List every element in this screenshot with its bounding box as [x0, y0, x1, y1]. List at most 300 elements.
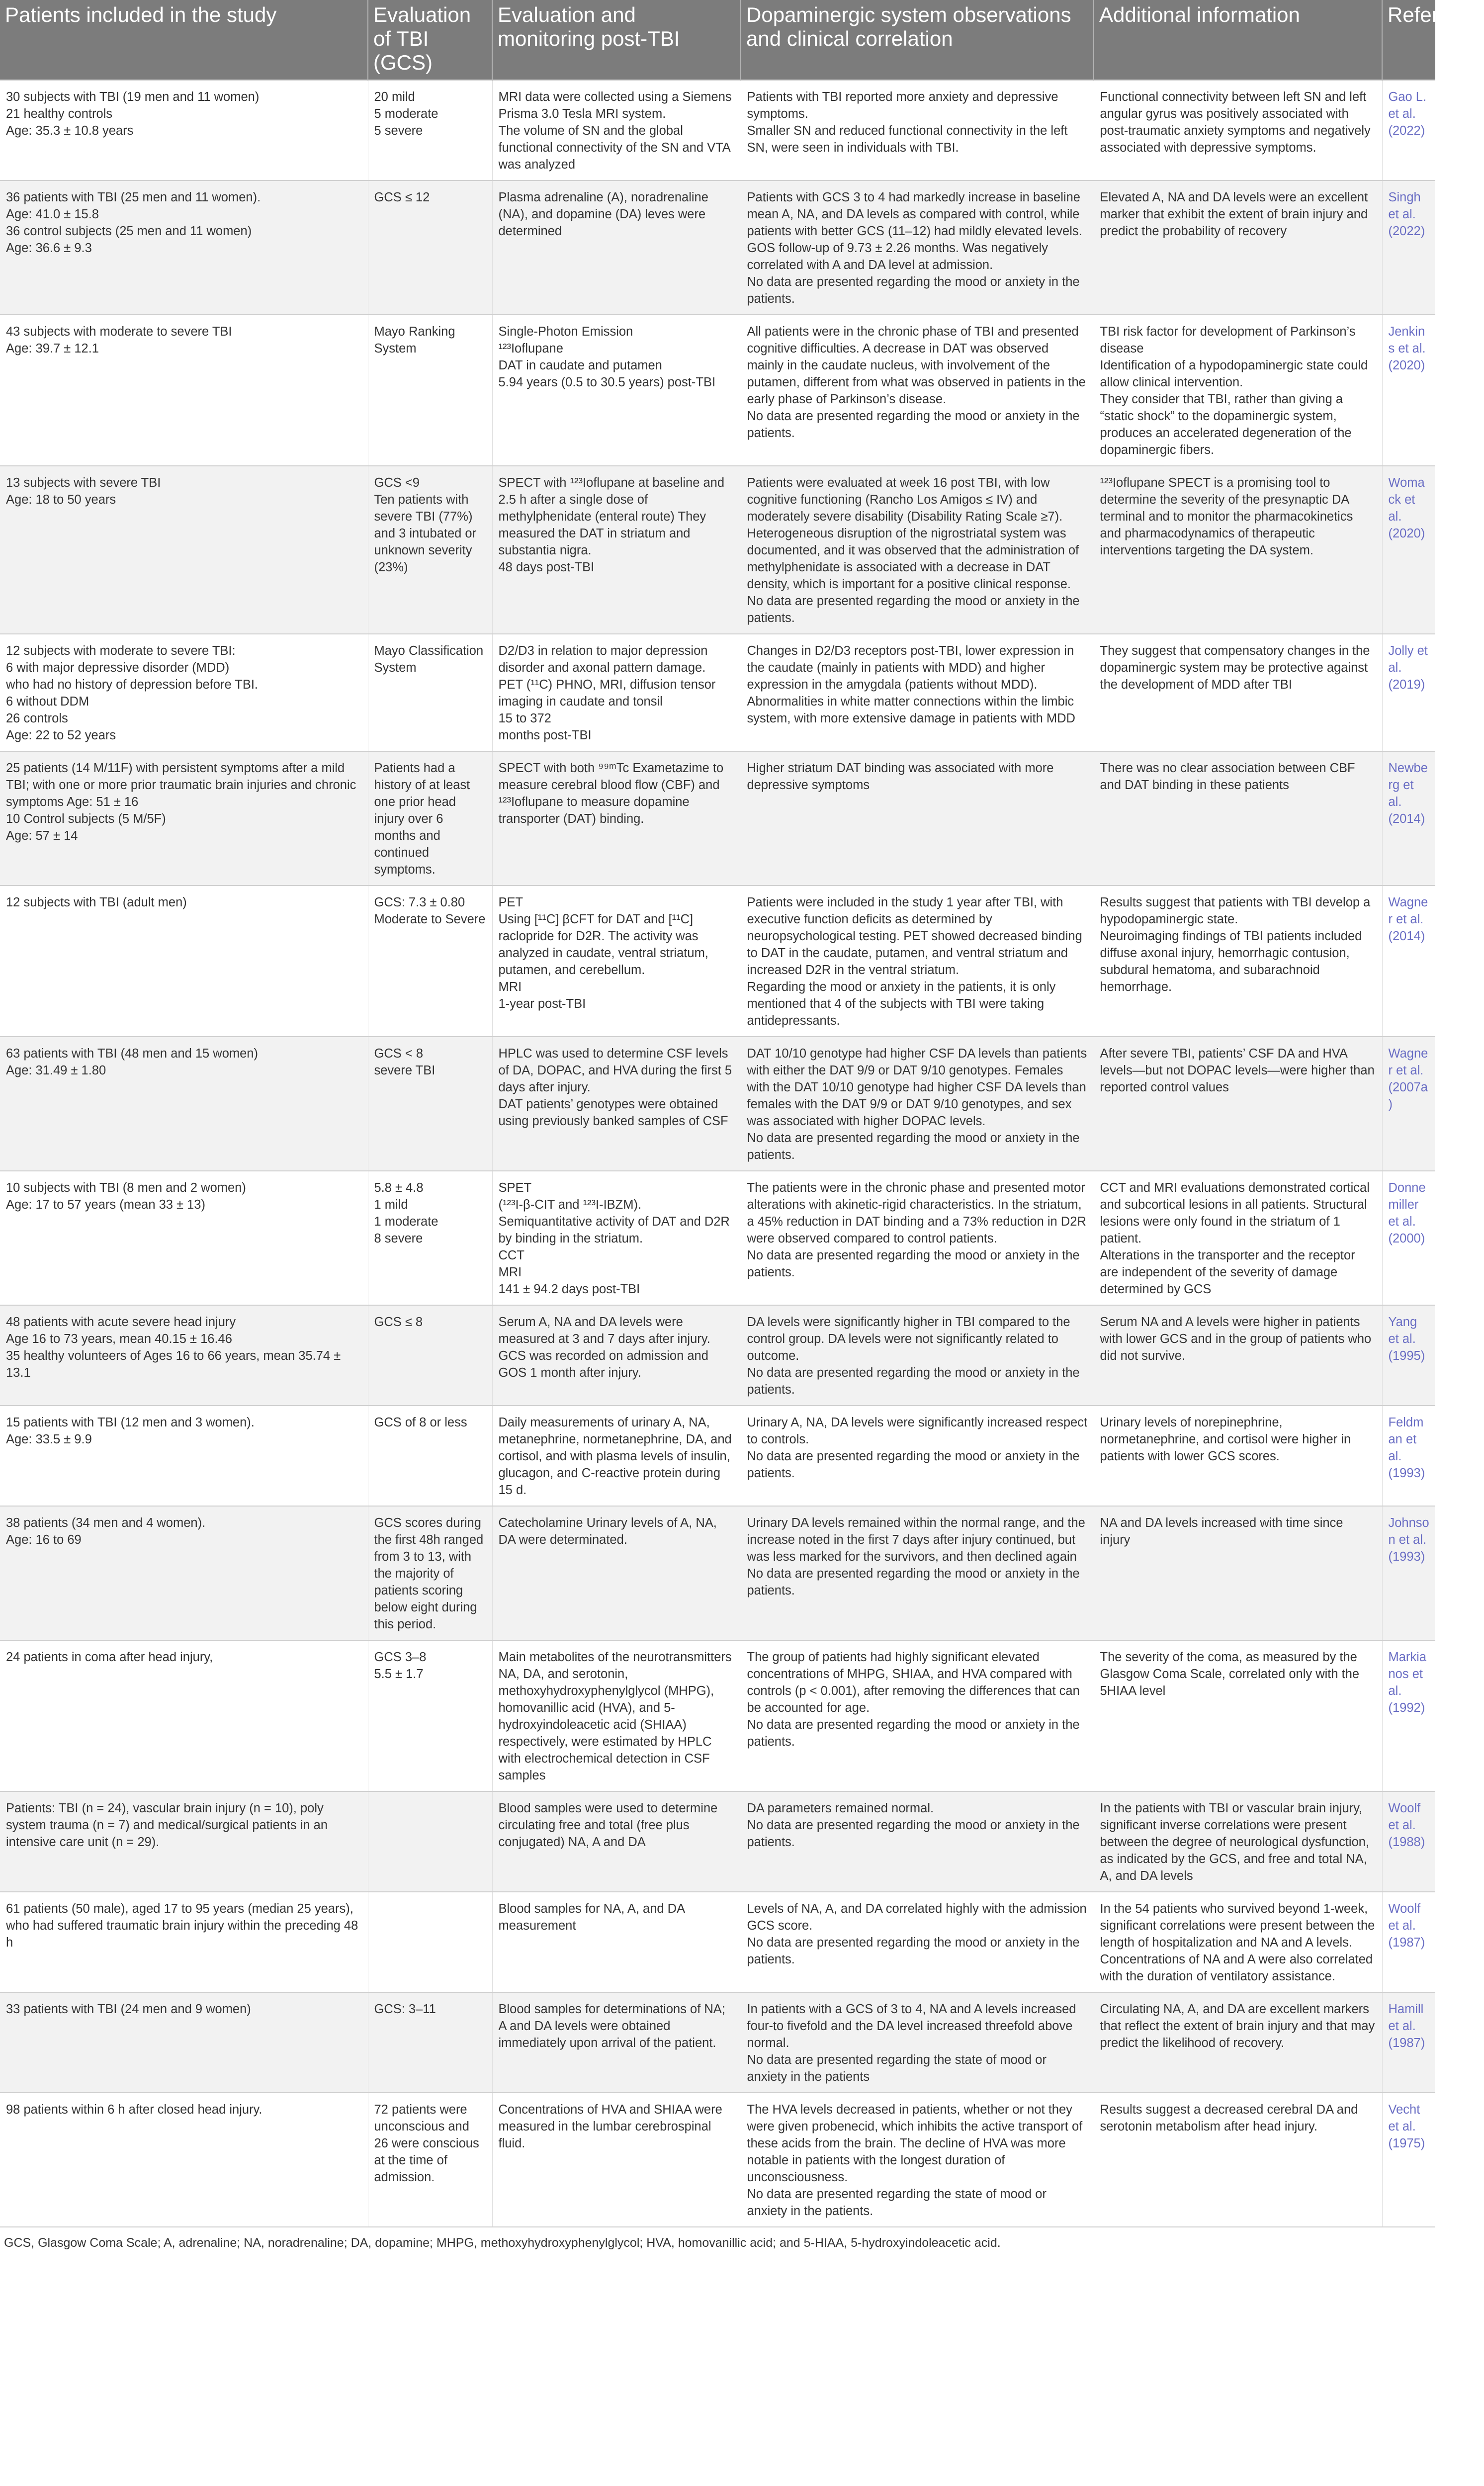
cell-line: CCT — [498, 1248, 524, 1262]
cell-line: Urinary A, NA, DA levels were significantly increased respect to controls. — [747, 1416, 1088, 1446]
cell-patients — [0, 1640, 368, 1791]
reference-link[interactable]: Donnemiller et al. (2000) — [1388, 1181, 1426, 1245]
cell-line: MRI data were collected using a Siemens Prisma 3.0 Tesla MRI system. — [498, 90, 732, 121]
cell-line: 48 days post-TBI — [498, 560, 595, 574]
cell-line: In the patients with TBI or vascular brain injury, significant inverse correlations were present between the degree of neurological dysfunction, as indicated by the GCS, and free and total NA, A, and DA levels — [1100, 1801, 1370, 1883]
cell-line: Patients with GCS 3 to 4 had markedly increase in baseline mean A, NA, and DA levels as compared with control, while patients with better GCS (11–12) had mildly elevated levels. — [747, 190, 1082, 238]
cell-line: 15 to 372 — [498, 711, 551, 725]
cell-gcs — [368, 751, 492, 886]
table-row — [0, 1791, 1435, 1892]
header-gcs: Evaluation of TBI (GCS) — [368, 0, 492, 80]
table-row — [0, 634, 1435, 751]
cell-monitoring — [492, 886, 741, 1037]
reference-link[interactable]: Womack et al. — [1388, 476, 1425, 524]
cell-line: After severe TBI, patients’ CSF DA and HVA levels—but not DOPAC levels—were higher than reported control values — [1100, 1047, 1375, 1094]
cell-additional — [1094, 1892, 1382, 1992]
cell-line: The volume of SN and the global functional connectivity of the SN and VTA was analyzed — [498, 124, 730, 172]
cell-line: Ten patients with severe TBI (77%) and 3 intubated or unknown severity (23%) — [374, 493, 477, 574]
cell-line: In patients with a GCS of 3 to 4, NA and A levels increased four-to fivefold and the DA level increased threefold above normal. — [747, 2002, 1076, 2050]
cell-monitoring — [492, 1406, 741, 1506]
cell-patients — [0, 1406, 368, 1506]
reference-link[interactable]: Woolf et al. — [1388, 1902, 1421, 1933]
cell-line: Blood samples were used to determine circulating free and total (free plus conjugated) NA, A and DA — [498, 1801, 718, 1849]
cell-line: 12 subjects with moderate to severe TBI: — [6, 644, 236, 658]
cell-line: No data are presented regarding the mood or anxiety in the patients. — [747, 1248, 1080, 1279]
cell-line: PET (¹¹C) PHNO, MRI, diffusion tensor imaging in caudate and tonsil — [498, 678, 716, 709]
cell-line: No data are presented regarding the mood or anxiety in the patients. — [747, 1718, 1080, 1749]
cell-line: No data are presented regarding the mood or anxiety in the patients. — [747, 1818, 1080, 1849]
table-row — [0, 1892, 1435, 1992]
cell-line: The patients were in the chronic phase and presented motor alterations with akinetic-rigid characteristics. In the striatum, a 45% reduction in DAT binding and a 73% reduction in D2R were observed compared to control patients. — [747, 1181, 1086, 1245]
cell-additional — [1094, 886, 1382, 1037]
cell-line: 20 mild — [374, 90, 415, 104]
cell-gcs — [368, 634, 492, 751]
cell-line: No data are presented regarding the mood or anxiety in the patients. — [747, 1449, 1080, 1480]
cell-line: No data are presented regarding the mood or anxiety in the patients. — [747, 1936, 1080, 1966]
cell-line: NA and DA levels increased with time since injury — [1100, 1516, 1343, 1547]
cell-reference — [1382, 1037, 1435, 1171]
cell-observations — [741, 1506, 1094, 1640]
cell-line: SPET — [498, 1181, 532, 1195]
cell-line: 33 patients with TBI (24 men and 9 women) — [6, 2002, 251, 2016]
reference-link[interactable]: Wagner et al. — [1388, 1047, 1428, 1077]
table-row — [0, 1406, 1435, 1506]
table-row — [0, 180, 1435, 315]
cell-line: 1 moderate — [374, 1215, 438, 1229]
table-row — [0, 315, 1435, 466]
header-patients: Patients included in the study — [0, 0, 368, 80]
cell-patients — [0, 751, 368, 886]
cell-line: Neuroimaging findings of TBI patients included diffuse axonal injury, hemorrhagic contusion, subdural hematoma, and subarachnoid hemorrhage. — [1100, 929, 1362, 994]
cell-line: GCS: 3–11 — [374, 2002, 436, 2016]
cell-line: GCS 3–8 — [374, 1650, 427, 1664]
cell-additional — [1094, 634, 1382, 751]
cell-line: TBI risk factor for development of Parkinson’s disease — [1100, 325, 1356, 355]
cell-line: Regarding the mood or anxiety in the patients, it is only mentioned that 4 of the subjects with TBI were taking antidepressants. — [747, 980, 1056, 1028]
cell-gcs — [368, 1640, 492, 1791]
cell-line: 8 severe — [374, 1232, 423, 1245]
cell-line: No data are presented regarding the state of mood or anxiety in the patients. — [747, 2187, 1047, 2218]
cell-line: 5.94 years (0.5 to 30.5 years) post-TBI — [498, 375, 716, 389]
cell-observations — [741, 1892, 1094, 1992]
cell-line: No data are presented regarding the mood or anxiety in the patients. — [747, 409, 1080, 440]
cell-monitoring — [492, 751, 741, 886]
cell-observations — [741, 886, 1094, 1037]
cell-line: The severity of the coma, as measured by the Glasgow Coma Scale, correlated only with the 5HIAA level — [1100, 1650, 1360, 1698]
cell-gcs — [368, 1305, 492, 1406]
cell-patients — [0, 1305, 368, 1406]
cell-line: Age 16 to 73 years, mean 40.15 ± 16.46 — [6, 1332, 232, 1346]
header-reference: Reference — [1382, 0, 1435, 80]
cell-line: D2/D3 in relation to major depression disorder and axonal pattern damage. — [498, 644, 708, 675]
cell-line: GCS <9 — [374, 476, 420, 490]
cell-monitoring — [492, 634, 741, 751]
cell-observations — [741, 1640, 1094, 1791]
cell-line: CCT and MRI evaluations demonstrated cortical and subcortical lesions in all patients. Structural lesions were only found in the striatum of 1 patient. — [1100, 1181, 1370, 1245]
reference-link[interactable]: Woolf et al. — [1388, 1801, 1421, 1832]
table-row — [0, 1992, 1435, 2093]
reference-link[interactable]: Jenkins et al. — [1388, 325, 1426, 355]
cell-monitoring — [492, 1506, 741, 1640]
cell-line: Levels of NA, A, and DA correlated highly with the admission GCS score. — [747, 1902, 1087, 1933]
reference-link[interactable]: (2022) — [1388, 224, 1425, 238]
table-row — [0, 886, 1435, 1037]
cell-reference — [1382, 886, 1435, 1037]
cell-line: Age: 57 ± 14 — [6, 829, 78, 843]
cell-line: 43 subjects with moderate to severe TBI — [6, 325, 232, 339]
cell-observations — [741, 1791, 1094, 1892]
cell-line: 6 without DDM — [6, 695, 89, 709]
cell-line: GCS ≤ 8 — [374, 1315, 423, 1329]
cell-line: ¹²³Ioflupane — [498, 342, 563, 355]
cell-line: Patients were included in the study 1 year after TBI, with executive function deficits as determined by neuropsychological testing. PET showed decreased binding to DAT in the caudate, putamen, and ventral striatum and increased D2R in the ventral striatum. — [747, 895, 1082, 977]
cell-line: No data are presented regarding the mood or anxiety in the patients. — [747, 275, 1080, 306]
cell-patients — [0, 2093, 368, 2226]
cell-line: No data are presented regarding the mood or anxiety in the patients. — [747, 1366, 1080, 1397]
cell-additional — [1094, 1406, 1382, 1506]
table-row — [0, 751, 1435, 886]
cell-additional — [1094, 315, 1382, 466]
table-row — [0, 2093, 1435, 2226]
cell-line: Blood samples for NA, A, and DA measurement — [498, 1902, 685, 1933]
cell-line: months post-TBI — [498, 728, 592, 742]
cell-line: Catecholamine Urinary levels of A, NA, DA were determinated. — [498, 1516, 717, 1547]
cell-line: Age: 33.5 ± 9.9 — [6, 1432, 92, 1446]
cell-line: Smaller SN and reduced functional connectivity in the left SN, were seen in individuals with TBI. — [747, 124, 1068, 155]
cell-line: Moderate to Severe — [374, 912, 486, 926]
cell-line: SPECT with both ⁹⁹ᵐTc Exametazime to measure cerebral blood flow (CBF) and ¹²³Ioflupane to measure dopamine transporter (DAT) binding. — [498, 761, 724, 826]
reference-link[interactable]: Jolly et al. — [1388, 644, 1428, 675]
cell-reference — [1382, 1640, 1435, 1791]
cell-gcs — [368, 1406, 492, 1506]
cell-reference — [1382, 1305, 1435, 1406]
cell-gcs — [368, 1791, 492, 1892]
cell-line: Age: 16 to 69 — [6, 1533, 82, 1547]
cell-line: The group of patients had highly significant elevated concentrations of MHPG, SHIAA, and HVA compared with controls (p < 0.001), after removing the differences that can be accounted for age. — [747, 1650, 1080, 1715]
cell-line: Serum NA and A levels were higher in patients with lower GCS and in the group of patients who did not survive. — [1100, 1315, 1372, 1363]
cell-line: 98 patients within 6 h after closed head injury. — [6, 2103, 262, 2117]
cell-observations — [741, 1171, 1094, 1305]
cell-line: 25 patients (14 M/11F) with persistent symptoms after a mild TBI; with one or more prior traumatic brain injuries and chronic symptoms Age: 51 ± 16 — [6, 761, 356, 809]
cell-line: GCS scores during the first 48h ranged from 3 to 13, with the majority of patients scoring below eight during this period. — [374, 1516, 484, 1631]
cell-line: Age: 41.0 ± 15.8 — [6, 207, 99, 221]
cell-observations — [741, 634, 1094, 751]
reference-link[interactable]: (1987) — [1388, 2036, 1425, 2050]
cell-line: Single-Photon Emission — [498, 325, 633, 339]
cell-additional — [1094, 751, 1382, 886]
reference-link[interactable]: (2014) — [1388, 812, 1425, 826]
cell-line: Patients: TBI (n = 24), vascular brain injury (n = 10), poly system trauma (n = 7) and medical/surgical patients in an intensive care unit (n = 29). — [6, 1801, 328, 1849]
cell-line: Mayo Classification System — [374, 644, 484, 675]
cell-additional — [1094, 1171, 1382, 1305]
cell-line: Results suggest that patients with TBI develop a hypodopaminergic state. — [1100, 895, 1371, 926]
cell-additional — [1094, 1992, 1382, 2093]
cell-line: No data are presented regarding the mood or anxiety in the patients. — [747, 594, 1080, 625]
cell-line: 5 severe — [374, 124, 423, 138]
cell-line: who had no history of depression before TBI. — [6, 678, 258, 692]
cell-gcs — [368, 466, 492, 634]
cell-line: HPLC was used to determine CSF levels of DA, DOPAC, and HVA during the first 5 days after injury. — [498, 1047, 732, 1094]
reference-link[interactable]: Singh et al. — [1388, 190, 1421, 221]
cell-line: MRI — [498, 1265, 522, 1279]
cell-line: Patients with TBI reported more anxiety and depressive symptoms. — [747, 90, 1058, 121]
cell-line: GCS of 8 or less — [374, 1416, 467, 1429]
cell-line: Age: 17 to 57 years (mean 33 ± 13) — [6, 1198, 205, 1212]
table-row — [0, 1640, 1435, 1791]
cell-line: 5.5 ± 1.7 — [374, 1667, 424, 1681]
cell-additional — [1094, 2093, 1382, 2226]
cell-observations — [741, 180, 1094, 315]
cell-monitoring — [492, 1037, 741, 1171]
table-header — [0, 0, 1484, 80]
cell-monitoring — [492, 1892, 741, 1992]
header-row — [0, 0, 1435, 80]
cell-line: Plasma adrenaline (A), noradrenaline (NA), and dopamine (DA) leves were determined — [498, 190, 708, 238]
table-row — [0, 1506, 1435, 1640]
cell-line: 13 subjects with severe TBI — [6, 476, 161, 490]
reference-link[interactable]: (2014) — [1388, 929, 1425, 943]
reference-link[interactable]: (2020) — [1388, 358, 1425, 372]
table-row — [0, 1037, 1435, 1171]
cell-gcs — [368, 80, 492, 180]
cell-line: They consider that TBI, rather than giving a “static shock” to the dopaminergic system, produces an accelerated degeneration of the dopaminergic fibers. — [1100, 392, 1352, 457]
cell-line: SPECT with ¹²³Ioflupane at baseline and 2.5 h after a single dose of methylphenidate (enteral route) They measured the DAT in striatum and substantia nigra. — [498, 476, 725, 557]
cell-patients — [0, 180, 368, 315]
cell-reference — [1382, 1171, 1435, 1305]
cell-patients — [0, 80, 368, 180]
cell-line: 5.8 ± 4.8 — [374, 1181, 424, 1195]
cell-reference — [1382, 1992, 1435, 2093]
reference-link[interactable]: Feldman et al. — [1388, 1416, 1424, 1463]
reference-link[interactable]: Gao L. et al. — [1388, 90, 1427, 121]
table-row — [0, 1305, 1435, 1406]
reference-link[interactable]: (2007a) — [1388, 1080, 1428, 1111]
cell-line: Higher striatum DAT binding was associated with more depressive symptoms — [747, 761, 1054, 792]
cell-line: All patients were in the chronic phase of TBI and presented cognitive difficulties. A decrease in DAT was observed mainly in the caudate nucleus, with involvement of the putamen, different from what was observed in patients in the early phase of Parkinson’s disease. — [747, 325, 1086, 406]
cell-reference — [1382, 1892, 1435, 1992]
cell-line: 63 patients with TBI (48 men and 15 women) — [6, 1047, 258, 1061]
cell-observations — [741, 1037, 1094, 1171]
reference-link[interactable]: (1975) — [1388, 2136, 1425, 2150]
cell-reference — [1382, 180, 1435, 315]
cell-line: The HVA levels decreased in patients, whether or not they were given probenecid, which inhibits the active transport of these acids from the brain. The decline of HVA was more notable in patients with the longest duration of unconsciousness. — [747, 2103, 1083, 2184]
cell-monitoring — [492, 466, 741, 634]
reference-link[interactable]: (1988) — [1388, 1835, 1425, 1849]
cell-line: Functional connectivity between left SN and left angular gyrus was positively associated with post-traumatic anxiety symptoms and negatively associated with depressive symptoms. — [1100, 90, 1371, 155]
cell-observations — [741, 466, 1094, 634]
cell-reference — [1382, 466, 1435, 634]
cell-additional — [1094, 80, 1382, 180]
reference-link[interactable]: Vecht et al. — [1388, 2103, 1420, 2133]
header-monitoring: Evaluation and monitoring post-TBI — [492, 0, 741, 80]
cell-gcs — [368, 2093, 492, 2226]
cell-line: DA levels were significantly higher in TBI compared to the control group. DA levels were not significantly related to outcome. — [747, 1315, 1070, 1363]
cell-line: Age: 18 to 50 years — [6, 493, 116, 507]
cell-additional — [1094, 466, 1382, 634]
cell-line: In the 54 patients who survived beyond 1-week, significant correlations were present between the length of hospitalization and NA and A levels. Concentrations of NA and A were also correlated with the duration of ventilatory assistance. — [1100, 1902, 1375, 1983]
reference-link[interactable]: (2020) — [1388, 527, 1425, 540]
cell-monitoring — [492, 1791, 741, 1892]
cell-line: Age: 31.49 ± 1.80 — [6, 1064, 106, 1077]
cell-line: 48 patients with acute severe head injury — [6, 1315, 236, 1329]
cell-additional — [1094, 1506, 1382, 1640]
cell-line: Blood samples for determinations of NA; A and DA levels were obtained immediately upon arrival of the patient. — [498, 2002, 725, 2050]
cell-line: Semiquantitative activity of DAT and D2R by binding in the striatum. — [498, 1215, 730, 1245]
cell-reference — [1382, 2093, 1435, 2226]
cell-observations — [741, 80, 1094, 180]
cell-line: Patients were evaluated at week 16 post TBI, with low cognitive functioning (Rancho Los Amigos ≤ IV) and moderately severe disability (Disability Rating Scale ≥7). Heterogeneous disruption of the nigrostriatal system was documented, and it was observed that the administration of methylphenidate is associated with a decrease in DAT density, which is important for a positive clinical response. — [747, 476, 1079, 591]
cell-line: Identification of a hypodopaminergic state could allow clinical intervention. — [1100, 358, 1368, 389]
cell-monitoring — [492, 1992, 741, 2093]
reference-link[interactable]: (1987) — [1388, 1936, 1425, 1950]
cell-gcs — [368, 886, 492, 1037]
cell-additional — [1094, 1037, 1382, 1171]
table-body — [0, 80, 1435, 2226]
reference-link[interactable]: (1992) — [1388, 1701, 1425, 1715]
reference-link[interactable]: Newberg et al. — [1388, 761, 1428, 809]
cell-patients — [0, 634, 368, 751]
cell-line: GOS follow-up of 9.73 ± 2.26 months. Was negatively correlated with A and DA level at admission. — [747, 241, 1048, 272]
cell-line: There was no clear association between CBF and DAT binding in these patients — [1100, 761, 1355, 792]
reference-link[interactable]: Hamill et al. — [1388, 2002, 1424, 2033]
cell-line: No data are presented regarding the mood or anxiety in the patients. — [747, 1131, 1080, 1162]
table-row — [0, 80, 1435, 180]
cell-observations — [741, 1992, 1094, 2093]
cell-monitoring — [492, 180, 741, 315]
cell-line: Age: 22 to 52 years — [6, 728, 116, 742]
cell-line: Abnormalities in white matter connections within the limbic system, with more extensive damage in patients with MDD — [747, 695, 1075, 725]
cell-monitoring — [492, 1171, 741, 1305]
cell-observations — [741, 751, 1094, 886]
cell-reference — [1382, 751, 1435, 886]
cell-gcs — [368, 1171, 492, 1305]
cell-reference — [1382, 315, 1435, 466]
cell-line: DA parameters remained normal. — [747, 1801, 934, 1815]
cell-patients — [0, 1171, 368, 1305]
cell-line: DAT in caudate and putamen — [498, 358, 662, 372]
cell-monitoring — [492, 315, 741, 466]
cell-line: 15 patients with TBI (12 men and 3 women). — [6, 1416, 255, 1429]
cell-patients — [0, 1037, 368, 1171]
cell-line: GCS ≤ 12 — [374, 190, 430, 204]
cell-line: 12 subjects with TBI (adult men) — [6, 895, 187, 909]
cell-reference — [1382, 1406, 1435, 1506]
cell-line: (¹²³I-β-CIT and ¹²³I-IBZM). — [498, 1198, 642, 1212]
cell-gcs — [368, 315, 492, 466]
reference-link[interactable]: Wagner et al. — [1388, 895, 1428, 926]
cell-observations — [741, 315, 1094, 466]
cell-line: 1-year post-TBI — [498, 997, 586, 1011]
cell-patients — [0, 1791, 368, 1892]
cell-line: 10 subjects with TBI (8 men and 2 women) — [6, 1181, 246, 1195]
cell-line: Circulating NA, A, and DA are excellent markers that reflect the extent of brain injury and that may predict the likelihood of recovery. — [1100, 2002, 1375, 2050]
cell-gcs — [368, 180, 492, 315]
cell-observations — [741, 1305, 1094, 1406]
cell-line: Age: 39.7 ± 12.1 — [6, 342, 99, 355]
cell-line: 6 with major depressive disorder (MDD) — [6, 661, 230, 675]
cell-reference — [1382, 1506, 1435, 1640]
table-row — [0, 466, 1435, 634]
reference-link[interactable]: (1993) — [1388, 1466, 1425, 1480]
reference-link[interactable]: (1993) — [1388, 1550, 1425, 1564]
cell-patients — [0, 886, 368, 1037]
cell-line: Urinary DA levels remained within the normal range, and the increase noted in the first 7 days after injury continued, but was less marked for the survivors, and then declined again — [747, 1516, 1085, 1564]
cell-observations — [741, 1406, 1094, 1506]
cell-additional — [1094, 1640, 1382, 1791]
cell-monitoring — [492, 2093, 741, 2226]
cell-observations — [741, 2093, 1094, 2226]
cell-line: 36 control subjects (25 men and 11 women) — [6, 224, 252, 238]
table-row — [0, 1171, 1435, 1305]
cell-gcs — [368, 1892, 492, 1992]
cell-monitoring — [492, 1640, 741, 1791]
cell-line: Serum A, NA and DA levels were measured at 3 and 7 days after injury. — [498, 1315, 710, 1346]
cell-patients — [0, 1992, 368, 2093]
cell-line: Age: 36.6 ± 9.3 — [6, 241, 92, 255]
cell-line: Urinary levels of norepinephrine, normetanephrine, and cortisol were higher in patients with lower GCS scores. — [1100, 1416, 1351, 1463]
reference-link[interactable]: (1995) — [1388, 1349, 1425, 1363]
cell-line: Changes in D2/D3 receptors post-TBI, lower expression in the caudate (mainly in patients with MDD) and higher expression in the amygdala (patients without MDD). — [747, 644, 1074, 692]
cell-line: 21 healthy controls — [6, 107, 113, 121]
cell-line: 30 subjects with TBI (19 men and 11 women) — [6, 90, 260, 104]
cell-line: Age: 35.3 ± 10.8 years — [6, 124, 134, 138]
reference-link[interactable]: (2019) — [1388, 678, 1425, 692]
cell-line: 26 controls — [6, 711, 68, 725]
cell-additional — [1094, 1305, 1382, 1406]
cell-reference — [1382, 1791, 1435, 1892]
cell-line: Concentrations of HVA and SHIAA were measured in the lumbar cerebrospinal fluid. — [498, 2103, 722, 2150]
cell-additional — [1094, 180, 1382, 315]
cell-line: 38 patients (34 men and 4 women). — [6, 1516, 206, 1530]
cell-line: Daily measurements of urinary A, NA, metanephrine, normetanephrine, DA, and cortisol, and with plasma levels of insulin, glucagon, and C-reactive protein during 15 d. — [498, 1416, 732, 1497]
cell-line: Main metabolites of the neurotransmitters NA, DA, and serotonin, methoxyhydroxyphenylglycol (MHPG), homovanillic acid (HVA), and 5-hydroxyindoleacetic acid (SHIAA) respectively, were estimated by HPLC with electrochemical detection in CSF samples — [498, 1650, 732, 1782]
cell-patients — [0, 1506, 368, 1640]
reference-link[interactable]: (2022) — [1388, 124, 1425, 138]
cell-patients — [0, 1892, 368, 1992]
cell-line: DAT 10/10 genotype had higher CSF DA levels than patients with either the DAT 9/9 or DAT 9/10 genotypes. Females with the DAT 10/10 genotype had higher CSF DA levels than females with the DAT 9/9 or DAT 9/10 genotypes, and sex was associated with higher DOPAC levels. — [747, 1047, 1087, 1128]
cell-line: Using [¹¹C] βCFT for DAT and [¹¹C] raclopride for D2R. The activity was analyzed in caudate, ventral striatum, putamen, and cerebellum. — [498, 912, 708, 977]
cell-line: No data are presented regarding the state of mood or anxiety in the patients — [747, 2053, 1047, 2084]
cell-line: Elevated A, NA and DA levels were an excellent marker that exhibit the extent of brain injury and predict the probability of recovery — [1100, 190, 1368, 238]
cell-gcs — [368, 1992, 492, 2093]
cell-monitoring — [492, 1305, 741, 1406]
cell-line: PET — [498, 895, 524, 909]
cell-line: 141 ± 94.2 days post-TBI — [498, 1282, 640, 1296]
cell-line: 10 Control subjects (5 M/5F) — [6, 812, 166, 826]
cell-line: 72 patients were unconscious and 26 were conscious at the time of admission. — [374, 2103, 479, 2184]
cell-line: 35 healthy volunteers of Ages 16 to 66 years, mean 35.74 ± 13.1 — [6, 1349, 341, 1380]
header-observations: Dopaminergic system observations and clinical correlation — [741, 0, 1094, 80]
cell-line: 24 patients in coma after head injury, — [6, 1650, 213, 1664]
reference-link[interactable]: Yang et al. — [1388, 1315, 1417, 1346]
cell-patients — [0, 315, 368, 466]
cell-line: GCS was recorded on admission and GOS 1 month after injury. — [498, 1349, 708, 1380]
cell-line: 5 moderate — [374, 107, 438, 121]
cell-line: Mayo Ranking System — [374, 325, 455, 355]
cell-line: Results suggest a decreased cerebral DA and serotonin metabolism after head injury. — [1100, 2103, 1358, 2133]
cell-line: GCS: 7.3 ± 0.80 — [374, 895, 465, 909]
cell-reference — [1382, 634, 1435, 751]
cell-line: DAT patients’ genotypes were obtained using previously banked samples of CSF — [498, 1097, 728, 1128]
cell-line: Patients had a history of at least one prior head injury over 6 months and continued symptoms. — [374, 761, 470, 877]
cell-line: MRI — [498, 980, 522, 994]
cell-monitoring — [492, 80, 741, 180]
cell-line: Alterations in the transporter and the receptor are independent of the severity of damage determined by GCS — [1100, 1248, 1355, 1296]
reference-link[interactable]: Markianos et al. — [1388, 1650, 1427, 1698]
cell-line: 36 patients with TBI (25 men and 11 women). — [6, 190, 261, 204]
cell-reference — [1382, 80, 1435, 180]
reference-link[interactable]: Johnson et al. — [1388, 1516, 1429, 1547]
